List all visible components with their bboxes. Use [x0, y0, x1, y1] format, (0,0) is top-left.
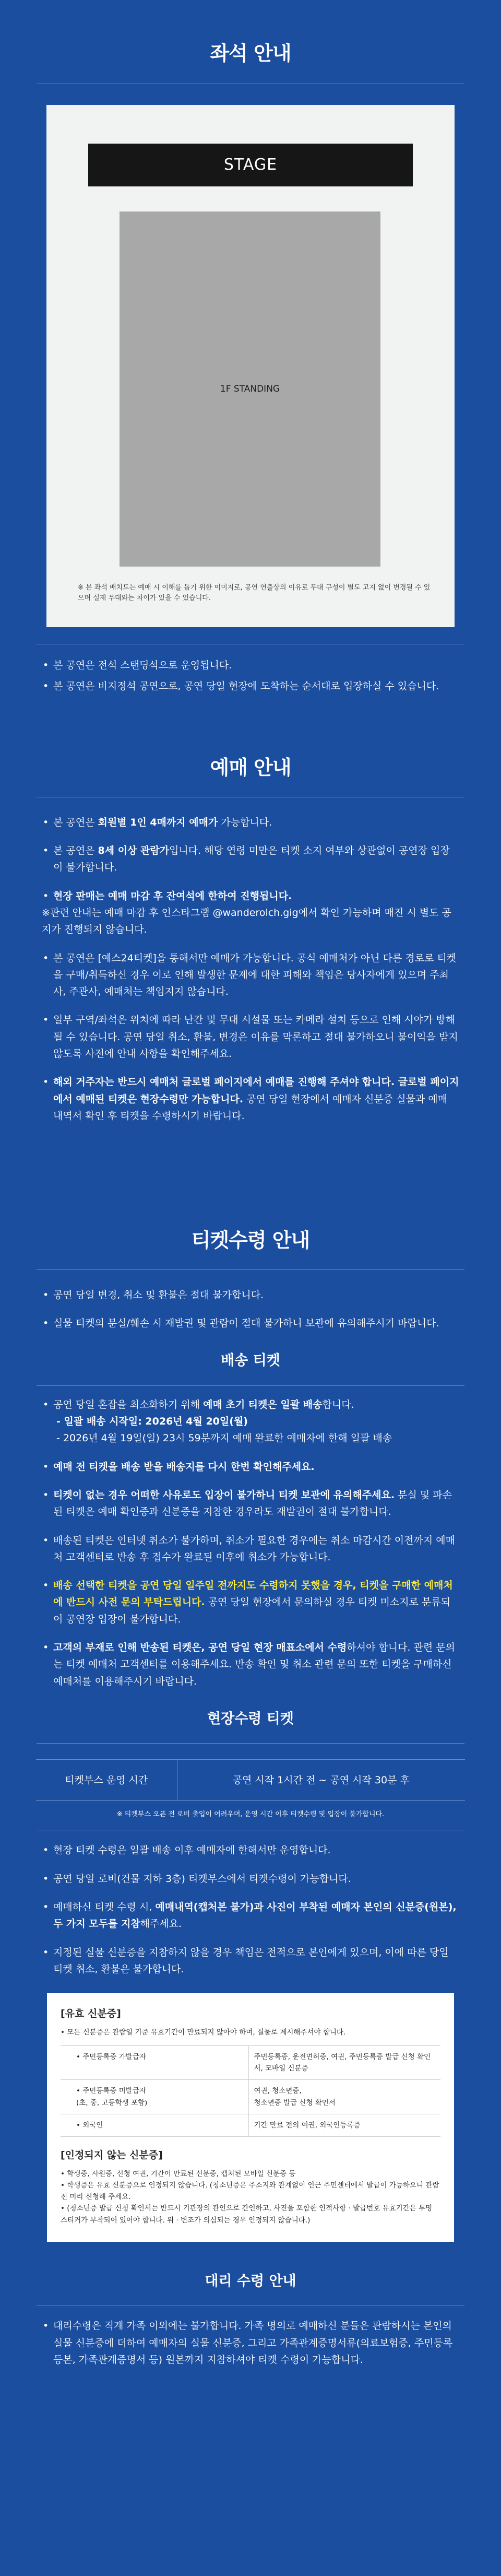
text: 고객의 부재로 인해 반송된 티켓은, 공연 당일 현장 매표소에서 수령: [53, 1642, 347, 1654]
table-cell: 주민등록증, 운전면허증, 여권, 주민등록증 발급 신청 확인서, 모바일 신분증: [248, 2045, 440, 2080]
seat-section-title: 좌석 안내: [210, 42, 291, 65]
list-item: [42, 1074, 459, 1124]
invalid-id-note: • (청소년증 발급 신청 확인서는 반드시 기관장의 관인으로 간인하고, 사진을 포함한 인적사항 · 발급번호 유효기간은 투명 스티커가 부착되어 있어야 합니다. 위 · 변조가 의심되는 경우 인정되지 않습니다.): [61, 2204, 433, 2225]
ticket-booth-hours-table: [36, 1759, 465, 1801]
text: 본 공연은: [53, 845, 98, 857]
invalid-id-title: [인정되지 않는 신분증]: [61, 2149, 163, 2161]
delivery-notice-list: [42, 1396, 459, 1690]
table-value: 공연 시작 1시간 전 ~ 공연 시작 30분 후: [177, 1760, 465, 1801]
text: 공연 당일 현장에서 문의하실 경우 티켓 미소지로 분류되어 공연장 입장이 불가합니다.: [53, 1596, 451, 1625]
list-item: [42, 842, 459, 876]
booking-notice-list-2: [42, 950, 459, 1125]
table-key: 티켓부스 운영 시간: [36, 1760, 177, 1801]
standing-area: 1F STANDING: [120, 211, 380, 567]
table-cell: 여권, 청소년증, 청소년증 발급 신청 확인서: [248, 2080, 440, 2114]
table-row: [61, 2080, 440, 2114]
proxy-notice-list: [42, 2318, 459, 2368]
table-cell: • 외국인: [61, 2114, 248, 2136]
proxy-section-title: 대리 수령 안내: [205, 2273, 296, 2289]
text: 예매 초기 티켓은 일괄 배송: [203, 1398, 323, 1410]
table-row: [61, 2114, 440, 2136]
text: 현장 판매는 예매 마감 후 잔여석에 한하여 진행됩니다.: [53, 890, 292, 902]
table-note: ※ 티켓부스 오픈 전 로비 출입이 어려우며, 운영 시간 이후 티켓수령 및 입장이 불가합니다.: [116, 1810, 385, 1819]
valid-id-intro: • 모든 신분증은 관람일 기준 유효기간이 만료되지 않아야 하며, 실물로 제시해주셔야 합니다.: [61, 2028, 346, 2037]
text: 8세 이상 관람가: [98, 845, 170, 857]
list-item: [42, 1458, 459, 1475]
text: 하셔야 합니다. 관련 문의는 티켓 예매처 고객센터를 이용해주세요. 반송 확인 및 취소 관련 문의 또한 티켓을 구매하신 예매처를 이용해주시기 바랍니다.: [53, 1642, 456, 1687]
seat-map: [46, 105, 455, 627]
valid-id-title: [유효 신분증]: [61, 2008, 121, 2020]
onsite-notice-list: [42, 1842, 459, 1978]
delivery-ticket-title: 배송 티켓: [221, 1352, 280, 1369]
invalid-id-note: • 학생증은 유효 신분증으로 인정되지 않습니다. (청소년증은 주소지와 관계없이 인근 주민센터에서 발급이 가능하오니 관람 전 미리 신청해 주세요.: [61, 2181, 439, 2202]
text: 예매 전 티켓을 배송 받을 배송지를 다시 한번 확인해주세요.: [53, 1461, 315, 1473]
invalid-id-note: • 학생증, 사원증, 신청 여권, 기간이 만료된 신분증, 캡처된 모바일 신분증 등: [61, 2169, 296, 2178]
list-item: [42, 814, 459, 831]
ticket-section-title: 티켓수령 안내: [191, 1229, 310, 1252]
list-item: [42, 1396, 459, 1447]
text: 회원별 1인 4매까지 예매가: [98, 816, 218, 828]
valid-id-table: [61, 2045, 440, 2137]
text: 분실 및 파손된 티켓은 예매 확인증과 신분증을 지참한 경우라도 재발권이 절대 불가합니다.: [53, 1489, 452, 1518]
list-item: [42, 888, 459, 904]
booking-notice-list: [42, 814, 459, 904]
list-item: • 본 공연은 비지정석 공연으로, 공연 당일 현장에 도착하는 순서대로 입장하실 수 있습니다.: [42, 678, 459, 695]
table-row: [61, 2045, 440, 2080]
text: 가능합니다.: [218, 816, 272, 828]
list-item: • 본 공연은 [예스24티켓]을 통해서만 예매가 가능합니다. 공식 예매처가 아닌 다른 경로로 티켓을 구매/취득하신 경우 이로 인해 발생한 문제에 대한 피해와 책임은 당사자에게 있으며 주최사, 주관사, 예매처는 책임지지 않습니다.: [42, 950, 459, 1001]
booking-note: ※관련 안내는 예매 마감 후 인스타그램 @wanderolch.gig에서 확인 가능하며 매진 시 별도 공지가 진행되지 않습니다.: [42, 907, 451, 936]
list-item: • 일부 구역/좌석은 위치에 따라 난간 및 무대 시설물 또는 카메라 설치 등으로 인해 시야가 방해될 수 있습니다. 공연 당일 취소, 환불, 변경은 이유를 막론하고 절대 불가하오니 불이익을 받지 않도록 사전에 안내 사항을 확인해주세요.: [42, 1011, 459, 1062]
highlight-text: 배송 선택한 티켓을 공연 당일 일주일 전까지도 수령하지 못했을 경우, 티켓을 구매한 예매처에 반드시 사전 문의 부탁드립니다.: [53, 1580, 453, 1608]
list-item: • 본 공연은 전석 스탠딩석으로 운영됩니다.: [42, 657, 459, 674]
list-item: • 현장 티켓 수령은 일괄 배송 이후 예매자에 한해서만 운영합니다.: [42, 1842, 459, 1859]
text: 티켓이 없는 경우 어떠한 사유로도 입장이 불가하니 티켓 보관에 유의해주세요.: [53, 1489, 395, 1501]
text: 공연 당일 혼잡을 최소화하기 위해: [53, 1398, 204, 1410]
delivery-start-date: - 일괄 배송 시작일: 2026년 4월 20일(월): [56, 1416, 248, 1428]
text: 해주세요.: [140, 1918, 182, 1930]
list-item: [42, 1487, 459, 1521]
list-item: • 공연 당일 변경, 취소 및 환불은 절대 불가합니다.: [42, 1287, 459, 1303]
delivery-cutoff: - 2026년 4월 19일(일) 23시 59분까지 예매 완료한 예매자에 한해 일괄 배송: [56, 1432, 392, 1444]
onsite-ticket-title: 현장수령 티켓: [207, 1710, 294, 1727]
ticket-notice-list: [42, 1287, 459, 1332]
list-item: [42, 1577, 459, 1628]
table-row: [36, 1760, 465, 1801]
text: 예매내역(캡처본 불가)과 사진이 부착된 예매자 본인의 신분증(원본), 두 가지 모두를 지참: [53, 1901, 457, 1930]
list-item: • 실물 티켓의 분실/훼손 시 재발권 및 관람이 절대 불가하니 보관에 유의해주시기 바랍니다.: [42, 1315, 459, 1332]
list-item: • 대리수령은 직계 가족 이외에는 불가합니다. 가족 명의로 예매하신 분들은 관람하시는 본인의 실물 신분증에 더하여 예매자의 실물 신분증, 그리고 가족관계증명서류(의료보험증, 주민등록등본, 가족관계증명서 등) 원본까지 지참하셔야 티켓 수령이 가능합니다.: [42, 2318, 459, 2368]
list-item: • 배송된 티켓은 인터넷 취소가 불가하며, 취소가 필요한 경우에는 취소 마감시간 이전까지 예매처 고객센터로 반송 후 접수가 완료된 이후에 취소가 가능합니다.: [42, 1532, 459, 1566]
text: 입니다. 해당 연령 미만은 티켓 소지 여부와 상관없이 공연장 입장이 불가합니다.: [53, 845, 450, 874]
list-item: [42, 1639, 459, 1690]
text: 예매하신 티켓 수령 시,: [53, 1901, 156, 1913]
list-item: [42, 1899, 459, 1933]
booking-section-title: 예매 안내: [210, 756, 291, 780]
table-cell: • 주민등록증 가발급자: [61, 2045, 248, 2080]
table-cell: 기간 만료 전의 여권, 외국인등록증: [248, 2114, 440, 2136]
text: 공연 당일 현장에서 예매자 신분증 실물과 예매 내역서 확인 후 티켓을 수령하시기 바랍니다.: [53, 1093, 448, 1122]
table-cell: • 주민등록증 미발급자 (초, 중, 고등학생 포함): [61, 2080, 248, 2114]
text: 해외 거주자는 반드시 예매처 글로벌 페이지에서 예매를 진행해 주셔야 합니다. 글로벌 페이지에서 예매된 티켓은 현장수령만 가능합니다.: [53, 1076, 459, 1105]
list-item: • 지정된 실물 신분증을 지참하지 않을 경우 책임은 전적으로 본인에게 있으며, 이에 따른 당일 티켓 취소, 환불은 불가합니다.: [42, 1944, 459, 1978]
text: 합니다.: [322, 1398, 354, 1410]
stage-block: STAGE: [88, 144, 413, 186]
valid-id-box: [47, 1993, 454, 2242]
list-item: • 공연 당일 로비(건물 지하 3층) 티켓부스에서 티켓수령이 가능합니다.: [42, 1871, 459, 1887]
seat-notice-list: [42, 657, 459, 695]
text: 본 공연은: [53, 816, 98, 828]
seat-map-note: ※ 본 좌석 배치도는 예매 시 이해를 돕기 위한 이미지로, 공연 연출상의 이유로 무대 구성이 별도 고지 없이 변경될 수 있으며 실제 무대와는 차이가 있을 수 있습니다.: [78, 583, 431, 603]
